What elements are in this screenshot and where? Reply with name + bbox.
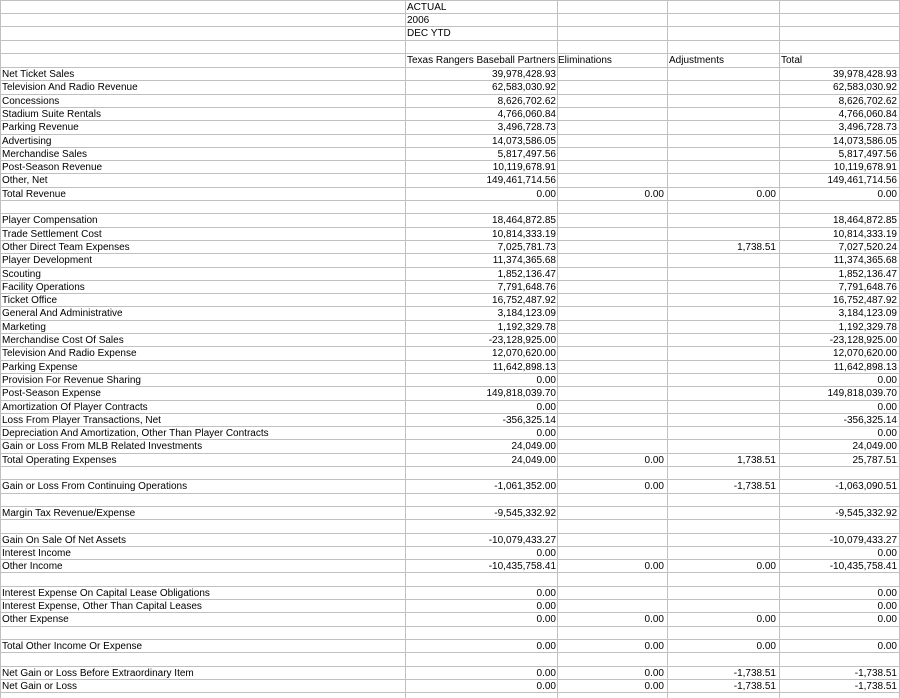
cell-col2: 0.00 [644, 189, 664, 200]
cell-col4: 3,496,728.73 [838, 122, 897, 133]
grid-line [779, 0, 780, 698]
cell-col3 [669, 440, 776, 453]
cell-col1: 0.00 [536, 428, 556, 439]
cell-col1: 39,978,428.93 [492, 69, 556, 80]
cell-col4: 8,626,702.62 [838, 96, 897, 107]
cell-col1: 0.00 [536, 402, 556, 413]
grid-line [405, 0, 406, 698]
cell-col3 [669, 467, 776, 480]
cell-col2: 0.00 [644, 455, 664, 466]
cell-col2 [558, 294, 664, 307]
row-label: Post-Season Expense [2, 388, 101, 399]
cell-col3 [669, 547, 776, 560]
cell-col4: 7,791,648.76 [838, 282, 897, 293]
cell-col2 [558, 228, 664, 241]
cell-col3 [669, 600, 776, 613]
cell-col2 [558, 81, 664, 94]
row-label [2, 573, 402, 586]
grid-line [0, 40, 900, 41]
cell-col1: -9,545,332.92 [494, 508, 556, 519]
grid-line [0, 0, 900, 1]
row-label [2, 627, 402, 640]
cell-col4: -10,435,758.41 [829, 561, 897, 572]
row-label: Concessions [2, 96, 60, 107]
cell-col3 [669, 148, 776, 161]
row-label: Trade Settlement Cost [2, 229, 102, 240]
cell-col3 [669, 361, 776, 374]
header-line-1: ACTUAL [407, 2, 447, 13]
cell-col3 [669, 334, 776, 347]
cell-col2 [558, 174, 664, 187]
row-label: Advertising [2, 136, 52, 147]
row-label: Interest Income [2, 548, 71, 559]
cell-col3 [669, 307, 776, 320]
cell-col3: -1,738.51 [733, 681, 776, 692]
cell-col2: 0.00 [644, 481, 664, 492]
cell-col1: 11,642,898.13 [492, 362, 556, 373]
cell-col1: 3,496,728.73 [497, 122, 556, 133]
cell-col4: 0.00 [877, 641, 897, 652]
cell-col2 [558, 653, 664, 666]
cell-col2: 0.00 [644, 681, 664, 692]
cell-col4: 62,583,030.92 [833, 82, 897, 93]
cell-col1: 0.00 [536, 375, 556, 386]
cell-col1: 0.00 [536, 548, 556, 559]
row-label: Interest Expense On Capital Lease Obligations [2, 588, 210, 599]
cell-col2 [558, 494, 664, 507]
cell-col2 [558, 201, 664, 214]
cell-col2 [558, 161, 664, 174]
cell-col4: 10,814,333.19 [833, 229, 897, 240]
grid-line [0, 13, 900, 14]
cell-col4 [781, 494, 897, 507]
cell-col1: 5,817,497.56 [497, 149, 556, 160]
cell-col1 [407, 573, 556, 586]
cell-col4: 11,374,365.68 [833, 255, 897, 266]
cell-col1: -356,325.14 [502, 415, 556, 426]
cell-col2: 0.00 [644, 641, 664, 652]
cell-col3 [669, 494, 776, 507]
cell-col2 [558, 135, 664, 148]
cell-col1: -10,435,758.41 [488, 561, 556, 572]
cell-col3 [669, 414, 776, 427]
cell-col2 [558, 374, 664, 387]
cell-col1: 0.00 [536, 189, 556, 200]
cell-col3 [669, 587, 776, 600]
cell-col4: 7,027,520.24 [838, 242, 897, 253]
cell-col4: -10,079,433.27 [829, 535, 897, 546]
row-label [2, 467, 402, 480]
row-label: Net Ticket Sales [2, 69, 75, 80]
cell-col3 [669, 347, 776, 360]
cell-col4: 0.00 [877, 375, 897, 386]
row-label: Net Gain or Loss [2, 681, 78, 692]
cell-col3 [669, 161, 776, 174]
grid-line [0, 26, 900, 27]
cell-col1: -10,079,433.27 [488, 535, 556, 546]
row-label: General And Administrative [2, 308, 123, 319]
cell-col4 [781, 467, 897, 480]
cell-col1: 149,818,039.70 [486, 388, 556, 399]
cell-col4 [781, 627, 897, 640]
row-label: Television And Radio Revenue [2, 82, 138, 93]
cell-col1: 3,184,123.09 [497, 308, 556, 319]
cell-col3 [669, 507, 776, 520]
cell-col2 [558, 600, 664, 613]
cell-col2 [558, 214, 664, 227]
column-header-col3: Adjustments [669, 55, 725, 66]
cell-col2 [558, 587, 664, 600]
cell-col4: 18,464,872.85 [833, 215, 897, 226]
row-label: Gain or Loss From Continuing Operations [2, 481, 188, 492]
cell-col4 [781, 573, 897, 586]
cell-col2 [558, 414, 664, 427]
cell-col2 [558, 547, 664, 560]
row-label: Marketing [2, 322, 46, 333]
row-label: Total Other Income Or Expense [2, 641, 143, 652]
cell-col4: 11,642,898.13 [833, 362, 897, 373]
row-label: Interest Expense, Other Than Capital Leases [2, 601, 202, 612]
cell-col1: 149,461,714.56 [486, 175, 556, 186]
cell-col1: 62,583,030.92 [492, 82, 556, 93]
cell-col3: 0.00 [756, 614, 776, 625]
column-header-col1: Texas Rangers Baseball Partners [407, 55, 556, 66]
cell-col2 [558, 281, 664, 294]
cell-col1 [407, 201, 556, 214]
cell-col1: 8,626,702.62 [497, 96, 556, 107]
cell-col4: 39,978,428.93 [833, 69, 897, 80]
cell-col4: 149,461,714.56 [827, 175, 897, 186]
cell-col2 [558, 627, 664, 640]
cell-col2 [558, 427, 664, 440]
cell-col1: 10,814,333.19 [492, 229, 556, 240]
row-label: Scouting [2, 269, 41, 280]
cell-col1: 11,374,365.68 [492, 255, 556, 266]
cell-col1: -23,128,925.00 [488, 335, 556, 346]
cell-col4 [781, 653, 897, 666]
cell-col4: 5,817,497.56 [838, 149, 897, 160]
cell-col4: 10,119,678.91 [833, 162, 897, 173]
cell-col4: -1,063,090.51 [835, 481, 897, 492]
cell-col3: -1,738.51 [733, 668, 776, 679]
cell-col3 [669, 321, 776, 334]
cell-col1: 12,070,620.00 [492, 348, 556, 359]
row-label: Total Operating Expenses [2, 455, 117, 466]
cell-col4: -23,128,925.00 [829, 335, 897, 346]
cell-col1 [407, 467, 556, 480]
cell-col4: 0.00 [877, 189, 897, 200]
row-label [2, 201, 402, 214]
cell-col2: 0.00 [644, 614, 664, 625]
row-label [2, 653, 402, 666]
row-label: Net Gain or Loss Before Extraordinary Item [2, 668, 194, 679]
cell-col1 [407, 494, 556, 507]
cell-col3 [669, 68, 776, 81]
header-line-3: DEC YTD [407, 28, 451, 39]
cell-col3: 0.00 [756, 641, 776, 652]
cell-col2: 0.00 [644, 561, 664, 572]
cell-col3 [669, 534, 776, 547]
header-line-2: 2006 [407, 15, 430, 26]
cell-col2 [558, 268, 664, 281]
cell-col4: 12,070,620.00 [833, 348, 897, 359]
cell-col3: 0.00 [756, 561, 776, 572]
cell-col2 [558, 108, 664, 121]
cell-col4: -1,738.51 [854, 668, 897, 679]
cell-col3 [669, 135, 776, 148]
row-label: Facility Operations [2, 282, 85, 293]
cell-col4: 1,852,136.47 [838, 269, 897, 280]
cell-col2 [558, 361, 664, 374]
grid-line [0, 0, 1, 698]
cell-col3 [669, 573, 776, 586]
row-label: Parking Expense [2, 362, 78, 373]
cell-col2 [558, 573, 664, 586]
cell-col3 [669, 374, 776, 387]
cell-col2 [558, 440, 664, 453]
cell-col4: 0.00 [877, 601, 897, 612]
cell-col3 [669, 121, 776, 134]
cell-col4: 0.00 [877, 548, 897, 559]
row-label: Stadium Suite Rentals [2, 109, 101, 120]
cell-col3 [669, 268, 776, 281]
cell-col3 [669, 294, 776, 307]
cell-col4: 16,752,487.92 [833, 295, 897, 306]
cell-col3 [669, 108, 776, 121]
cell-col4: -1,738.51 [854, 681, 897, 692]
cell-col1: 0.00 [536, 601, 556, 612]
cell-col4: -356,325.14 [843, 415, 897, 426]
cell-col3: 1,738.51 [737, 242, 776, 253]
cell-col4: 3,184,123.09 [838, 308, 897, 319]
cell-col3 [669, 653, 776, 666]
cell-col1: 1,852,136.47 [497, 269, 556, 280]
cell-col3 [669, 427, 776, 440]
cell-col2 [558, 507, 664, 520]
cell-col2 [558, 520, 664, 533]
row-label: Television And Radio Expense [2, 348, 137, 359]
cell-col2 [558, 334, 664, 347]
cell-col4: 0.00 [877, 428, 897, 439]
cell-col2 [558, 241, 664, 254]
cell-col3 [669, 401, 776, 414]
cell-col3: 1,738.51 [737, 455, 776, 466]
cell-col2 [558, 148, 664, 161]
row-label [2, 494, 402, 507]
cell-col1: 24,049.00 [511, 441, 556, 452]
row-label: Other Direct Team Expenses [2, 242, 130, 253]
grid-line [667, 0, 668, 698]
cell-col2 [558, 534, 664, 547]
cell-col3 [669, 520, 776, 533]
cell-col3 [669, 387, 776, 400]
cell-col4: 4,766,060.84 [838, 109, 897, 120]
cell-col1: 7,025,781.73 [497, 242, 556, 253]
cell-col1: 0.00 [536, 641, 556, 652]
cell-col1: 16,752,487.92 [492, 295, 556, 306]
cell-col1: 10,119,678.91 [492, 162, 556, 173]
row-label: Provision For Revenue Sharing [2, 375, 141, 386]
row-label: Amortization Of Player Contracts [2, 402, 148, 413]
cell-col3: 0.00 [756, 189, 776, 200]
cell-col1: 0.00 [536, 588, 556, 599]
cell-col1: 0.00 [536, 681, 556, 692]
row-label: Ticket Office [2, 295, 58, 306]
cell-col4 [781, 201, 897, 214]
row-label: Player Development [2, 255, 93, 266]
row-label: Gain or Loss From MLB Related Investments [2, 441, 203, 452]
cell-col2 [558, 321, 664, 334]
column-header-col2: Eliminations [558, 55, 612, 66]
row-label: Post-Season Revenue [2, 162, 103, 173]
row-label: Other Income [2, 561, 63, 572]
grid-line [0, 53, 900, 54]
cell-col3 [669, 81, 776, 94]
cell-col1: 18,464,872.85 [492, 215, 556, 226]
cell-col4 [781, 520, 897, 533]
cell-col2 [558, 68, 664, 81]
cell-col2 [558, 467, 664, 480]
cell-col1: 0.00 [536, 668, 556, 679]
row-label: Merchandise Cost Of Sales [2, 335, 124, 346]
cell-col4: 24,049.00 [852, 441, 897, 452]
cell-col1: -1,061,352.00 [494, 481, 556, 492]
cell-col1 [407, 627, 556, 640]
cell-col1 [407, 653, 556, 666]
cell-col4: 0.00 [877, 588, 897, 599]
row-label [2, 520, 402, 533]
cell-col4: 0.00 [877, 402, 897, 413]
cell-col3 [669, 228, 776, 241]
cell-col4: 14,073,586.05 [833, 136, 897, 147]
cell-col1: 4,766,060.84 [497, 109, 556, 120]
cell-col4: -9,545,332.92 [835, 508, 897, 519]
cell-col3 [669, 281, 776, 294]
cell-col4: 149,818,039.70 [827, 388, 897, 399]
cell-col2 [558, 401, 664, 414]
cell-col2 [558, 121, 664, 134]
cell-col1: 7,791,648.76 [497, 282, 556, 293]
cell-col1: 24,049.00 [511, 455, 556, 466]
cell-col1: 1,192,329.78 [497, 322, 556, 333]
cell-col1 [407, 520, 556, 533]
cell-col3 [669, 201, 776, 214]
row-label: Merchandise Sales [2, 149, 88, 160]
cell-col2 [558, 254, 664, 267]
cell-col4: 0.00 [877, 614, 897, 625]
cell-col3 [669, 174, 776, 187]
row-label: Gain On Sale Of Net Assets [2, 535, 126, 546]
cell-col2 [558, 95, 664, 108]
cell-col2 [558, 347, 664, 360]
row-label: Margin Tax Revenue/Expense [2, 508, 136, 519]
row-label: Total Revenue [2, 189, 66, 200]
cell-col4: 25,787.51 [852, 455, 897, 466]
cell-col4: 1,192,329.78 [838, 322, 897, 333]
row-label: Other, Net [2, 175, 48, 186]
cell-col2 [558, 307, 664, 320]
cell-col3 [669, 214, 776, 227]
row-label: Parking Revenue [2, 122, 79, 133]
cell-col3 [669, 627, 776, 640]
cell-col3 [669, 95, 776, 108]
cell-col2: 0.00 [644, 668, 664, 679]
cell-col1: 0.00 [536, 614, 556, 625]
cell-col3: -1,738.51 [733, 481, 776, 492]
row-label: Loss From Player Transactions, Net [2, 415, 161, 426]
row-label: Other Expense [2, 614, 69, 625]
cell-col3 [669, 254, 776, 267]
cell-col1: 14,073,586.05 [492, 136, 556, 147]
column-header-col4: Total [781, 55, 803, 66]
row-label: Player Compensation [2, 215, 98, 226]
row-label: Depreciation And Amortization, Other Than Player Contracts [2, 428, 269, 439]
cell-col2 [558, 387, 664, 400]
